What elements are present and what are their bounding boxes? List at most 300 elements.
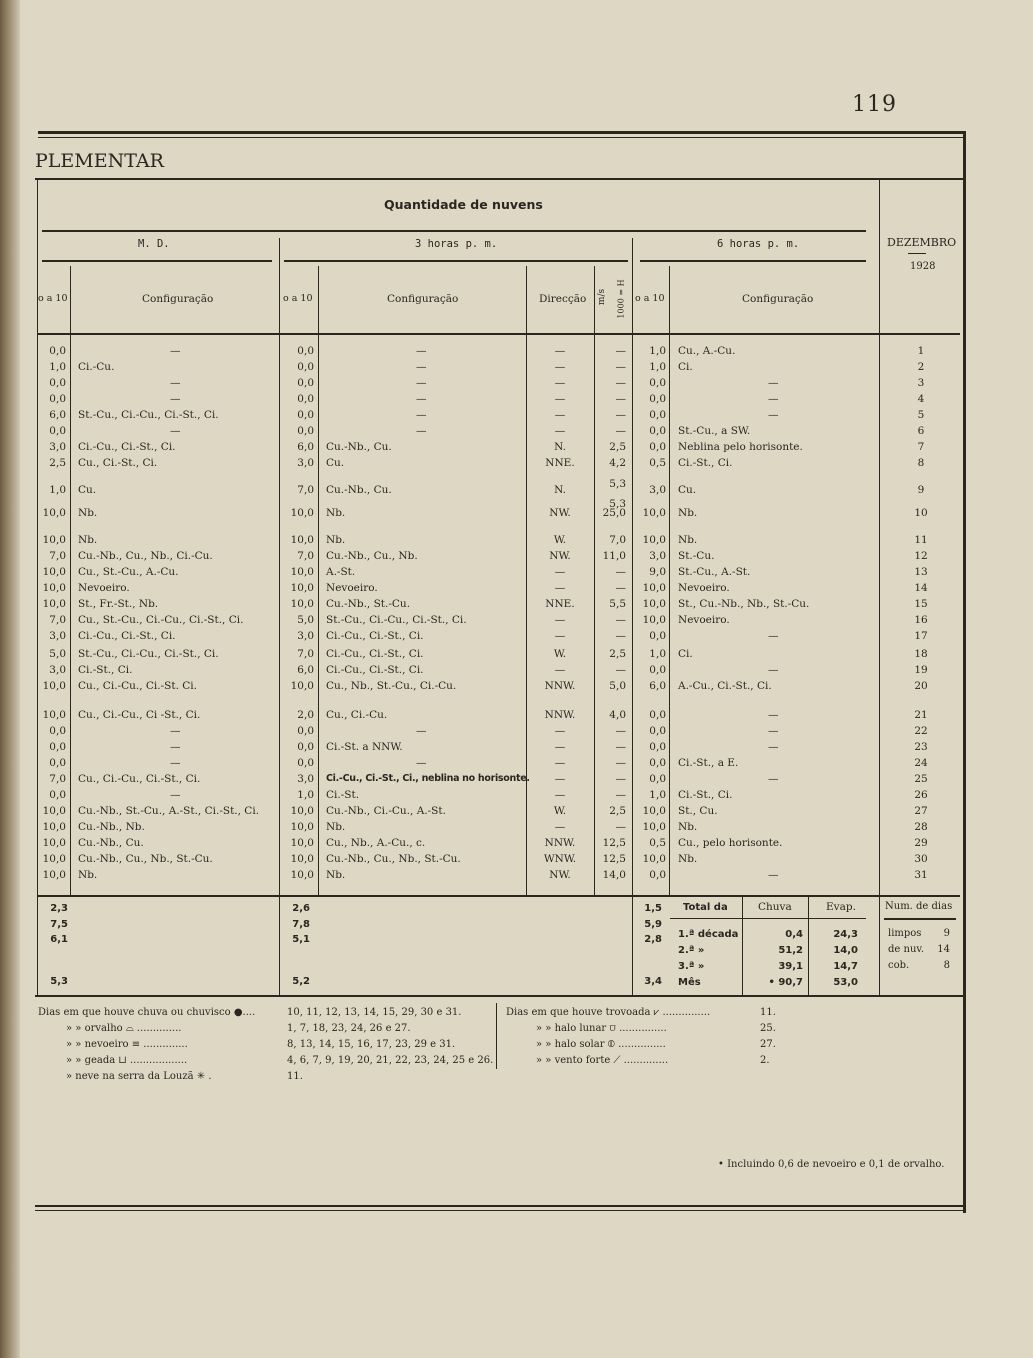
3h-configuration: Nb. bbox=[326, 821, 346, 833]
3h-direction: NNE. bbox=[545, 598, 575, 610]
table-row bbox=[0, 580, 1000, 596]
md-configuration: Ci.-Cu. bbox=[78, 361, 115, 373]
note-label: » » halo solar ⦶ ............... bbox=[536, 1039, 666, 1050]
3h-direction: N. bbox=[554, 441, 566, 453]
3h-direction: — bbox=[554, 664, 566, 676]
md-quantity: 2,5 bbox=[49, 457, 66, 469]
3h-configuration: Nb. bbox=[326, 507, 346, 519]
3h-configuration: Ci.-Cu., Ci.-St., Ci. bbox=[326, 630, 424, 642]
note-days: 2. bbox=[760, 1055, 770, 1066]
3h-quantity: 0,0 bbox=[297, 393, 314, 405]
6h-quantity: 9,0 bbox=[649, 566, 666, 578]
3h-direction: — bbox=[554, 393, 566, 405]
table-row bbox=[0, 612, 1000, 628]
6h-configuration: A.-Cu., Ci.-St., Ci. bbox=[678, 680, 772, 692]
3h-speed: 2,5 bbox=[609, 648, 626, 660]
3h-quantity: 10,0 bbox=[290, 805, 314, 817]
summary-3h-1: 2,6 bbox=[292, 903, 310, 914]
table-row bbox=[0, 739, 1000, 755]
group-6h: 6 horas p. m. bbox=[717, 238, 800, 250]
6h-configuration: Nevoeiro. bbox=[678, 582, 730, 594]
6h-configuration: St., Cu.-Nb., Nb., St.-Cu. bbox=[678, 598, 810, 610]
6h-configuration: — bbox=[768, 664, 779, 676]
6h-configuration: Ci. bbox=[678, 648, 693, 660]
6h-quantity: 0,5 bbox=[649, 457, 666, 469]
3h-speed: — bbox=[615, 425, 626, 437]
6h-configuration: — bbox=[768, 725, 779, 737]
6h-configuration: — bbox=[768, 869, 779, 881]
totals-rain: 0,4 bbox=[785, 929, 803, 940]
3h-configuration: Nb. bbox=[326, 869, 346, 881]
3h-direction: NW. bbox=[549, 869, 571, 881]
3h-configuration: — bbox=[416, 425, 427, 437]
totals-header-rain: Chuva bbox=[758, 901, 792, 913]
6h-quantity: 10,0 bbox=[642, 821, 666, 833]
table-row bbox=[0, 771, 1000, 787]
table-row bbox=[0, 548, 1000, 564]
summary-bottom-rule bbox=[35, 995, 963, 997]
day-number: 13 bbox=[914, 566, 928, 578]
6h-configuration: St.-Cu. bbox=[678, 550, 715, 562]
6h-quantity: 0,0 bbox=[649, 393, 666, 405]
3h-speed: 2,5 bbox=[609, 805, 626, 817]
3h-configuration: Ci.-Cu., Ci.-St., Ci. bbox=[326, 648, 424, 660]
day-number: 7 bbox=[917, 441, 925, 453]
3h-direction: N. bbox=[554, 484, 566, 496]
3h-configuration: Cu.-Nb., Cu. bbox=[326, 441, 392, 453]
3h-direction: NW. bbox=[549, 550, 571, 562]
md-quantity: 3,0 bbox=[49, 441, 66, 453]
note-label: » neve na serra da Louzã ✳ . bbox=[66, 1071, 212, 1082]
3h-quantity: 0,0 bbox=[297, 741, 314, 753]
note-label: » » halo lunar ⩌ ............... bbox=[536, 1023, 667, 1034]
day-number: 2 bbox=[917, 361, 925, 373]
6h-configuration: Ci.-St., Ci. bbox=[678, 457, 733, 469]
6h-configuration: Ci.-St., a E. bbox=[678, 757, 739, 769]
md-quantity: 10,0 bbox=[42, 709, 66, 721]
md-configuration: Cu., St.-Cu., Ci.-Cu., Ci.-St., Ci. bbox=[78, 614, 244, 626]
6h-configuration: Ci.-St., Ci. bbox=[678, 789, 733, 801]
top-rule-thin bbox=[38, 137, 966, 138]
3h-speed: 14,0 bbox=[602, 869, 626, 881]
3h-quantity: 6,0 bbox=[297, 441, 314, 453]
3h-configuration: — bbox=[416, 361, 427, 373]
6h-quantity: 1,0 bbox=[649, 345, 666, 357]
6h-quantity: 0,0 bbox=[649, 377, 666, 389]
3h-direction: NNW. bbox=[544, 709, 576, 721]
3h-direction: — bbox=[554, 757, 566, 769]
md-quantity: 0,0 bbox=[49, 789, 66, 801]
day-number: 16 bbox=[914, 614, 928, 626]
note-label: » » orvalho ⌓ .............. bbox=[66, 1023, 182, 1034]
3h-configuration: — bbox=[416, 345, 427, 357]
6h-configuration: Nb. bbox=[678, 853, 698, 865]
3h-configuration: Ci.-Cu., Ci.-St., Ci. bbox=[326, 664, 424, 676]
3h-configuration: Cu., Ci.-Cu. bbox=[326, 709, 388, 721]
totals-label: 3.ª » bbox=[678, 961, 705, 972]
md-quantity: 0,0 bbox=[49, 425, 66, 437]
3h-speed: 2,5 bbox=[609, 441, 626, 453]
6h-quantity: 0,0 bbox=[649, 773, 666, 785]
3h-configuration: Nb. bbox=[326, 534, 346, 546]
table-row bbox=[0, 596, 1000, 612]
6h-configuration: — bbox=[768, 741, 779, 753]
3h-direction: — bbox=[554, 821, 566, 833]
bottom-rule-thick bbox=[35, 1205, 963, 1207]
3h-direction: — bbox=[554, 614, 566, 626]
md-configuration: Cu., Ci.-Cu., Ci.-St., Ci. bbox=[78, 773, 201, 785]
6h-quantity: 0,0 bbox=[649, 409, 666, 421]
table-row bbox=[0, 851, 1000, 867]
table-row bbox=[0, 359, 1000, 375]
title-underline bbox=[42, 230, 866, 232]
md-configuration: — bbox=[170, 345, 181, 357]
note-days: 11. bbox=[287, 1071, 303, 1082]
table-row bbox=[0, 755, 1000, 771]
3h-direction: — bbox=[554, 582, 566, 594]
day-number: 18 bbox=[914, 648, 928, 660]
md-quantity: 5,0 bbox=[49, 648, 66, 660]
3h-direction: NW. bbox=[549, 507, 571, 519]
md-configuration: Cu.-Nb., Cu., Nb., St.-Cu. bbox=[78, 853, 213, 865]
table-row bbox=[0, 375, 1000, 391]
md-configuration: St., Fr.-St., Nb. bbox=[78, 598, 159, 610]
table-top-rule bbox=[35, 178, 963, 180]
3h-speed: — bbox=[615, 757, 626, 769]
6h-quantity: 0,0 bbox=[649, 441, 666, 453]
md-configuration: St.-Cu., Ci.-Cu., Ci.-St., Ci. bbox=[78, 648, 219, 660]
totals-header-evap: Evap. bbox=[826, 901, 856, 913]
table-row bbox=[0, 707, 1000, 723]
3h-quantity: 0,0 bbox=[297, 757, 314, 769]
table-row bbox=[0, 628, 1000, 644]
col-3h-qty: o a 10 bbox=[283, 293, 313, 304]
bottom-rule-thin bbox=[35, 1210, 963, 1211]
md-quantity: 0,0 bbox=[49, 377, 66, 389]
col-3h-config: Configuração bbox=[387, 293, 459, 305]
3h-speed: — bbox=[615, 345, 626, 357]
3h-quantity: 10,0 bbox=[290, 837, 314, 849]
md-quantity: 7,0 bbox=[49, 550, 66, 562]
totals-sep-2 bbox=[808, 896, 809, 995]
days-header-rule bbox=[884, 918, 956, 920]
col-6h-config: Configuração bbox=[742, 293, 814, 305]
md-configuration: Cu., Ci.-St., Ci. bbox=[78, 457, 158, 469]
3h-quantity: 0,0 bbox=[297, 409, 314, 421]
3h-direction: NNW. bbox=[544, 680, 576, 692]
summary-6h-4: 3,4 bbox=[644, 976, 662, 987]
notes-divider bbox=[496, 1003, 497, 1069]
3h-speed: — bbox=[615, 409, 626, 421]
col-speed bbox=[596, 270, 632, 326]
3h-configuration: — bbox=[416, 377, 427, 389]
6h-configuration: Nevoeiro. bbox=[678, 614, 730, 626]
3h-direction: — bbox=[554, 566, 566, 578]
day-number: 14 bbox=[914, 582, 928, 594]
3h-configuration: Ci.-St. bbox=[326, 789, 360, 801]
totals-evap: 53,0 bbox=[833, 977, 858, 988]
day-number: 4 bbox=[917, 393, 925, 405]
3h-configuration: Ci.-Cu., Ci.-St., Ci., neblina no horisonte. bbox=[326, 773, 530, 784]
3h-configuration: A.-St. bbox=[326, 566, 356, 578]
3h-speed: 4,2 bbox=[609, 457, 626, 469]
3h-configuration: Cu.-Nb., St.-Cu. bbox=[326, 598, 411, 610]
3h-configuration: — bbox=[416, 725, 427, 737]
summary-6h-1: 1,5 bbox=[644, 903, 662, 914]
day-number: 5 bbox=[917, 409, 925, 421]
totals-rain: 51,2 bbox=[778, 945, 803, 956]
col-speed-unit: m/s bbox=[597, 288, 608, 306]
md-quantity: 10,0 bbox=[42, 869, 66, 881]
days-label: limpos bbox=[888, 928, 922, 939]
3h-quantity: 10,0 bbox=[290, 821, 314, 833]
note-days: 11. bbox=[760, 1007, 776, 1018]
3h-speed: — bbox=[615, 393, 626, 405]
table-row bbox=[0, 803, 1000, 819]
days-label: cob. bbox=[888, 960, 910, 971]
note-label: » » nevoeiro ≡ .............. bbox=[66, 1039, 188, 1050]
day-number: 17 bbox=[914, 630, 928, 642]
3h-direction: — bbox=[554, 345, 566, 357]
day-number: 31 bbox=[914, 869, 928, 881]
3h-quantity: 10,0 bbox=[290, 534, 314, 546]
md-configuration: — bbox=[170, 741, 181, 753]
day-number: 6 bbox=[917, 425, 925, 437]
3h-speed: 25,0 bbox=[602, 507, 626, 519]
table-row bbox=[0, 343, 1000, 359]
day-number: 22 bbox=[914, 725, 928, 737]
day-number: 30 bbox=[914, 853, 928, 865]
md-configuration: St.-Cu., Ci.-Cu., Ci.-St., Ci. bbox=[78, 409, 219, 421]
3h-speed: — bbox=[615, 773, 626, 785]
3h-speed: 4,0 bbox=[609, 709, 626, 721]
6h-configuration: — bbox=[768, 773, 779, 785]
md-configuration: Ci.-Cu., Ci.-St., Ci. bbox=[78, 441, 176, 453]
totals-rain: 39,1 bbox=[778, 961, 803, 972]
md-quantity: 10,0 bbox=[42, 582, 66, 594]
table-row bbox=[0, 391, 1000, 407]
table-row bbox=[0, 455, 1000, 471]
3h-speed: — bbox=[615, 821, 626, 833]
totals-header-rule bbox=[670, 918, 866, 919]
year-label: 1928 bbox=[910, 261, 936, 272]
table-row bbox=[0, 505, 1000, 521]
note-label: » » geada ⊔ .................. bbox=[66, 1055, 188, 1066]
note-label: » » vento forte ⟋ .............. bbox=[536, 1055, 669, 1066]
day-number: 1 bbox=[917, 345, 925, 357]
6h-configuration: St.-Cu., A.-St. bbox=[678, 566, 751, 578]
6h-quantity: 10,0 bbox=[642, 853, 666, 865]
3h-speed: 5,3 bbox=[609, 478, 626, 490]
day-number: 25 bbox=[914, 773, 928, 785]
6h-quantity: 0,0 bbox=[649, 630, 666, 642]
summary-md-1: 2,3 bbox=[50, 903, 68, 914]
3h-direction: — bbox=[554, 630, 566, 642]
day-number: 20 bbox=[914, 680, 928, 692]
3h-quantity: 5,0 bbox=[297, 614, 314, 626]
3h-quantity: 0,0 bbox=[297, 345, 314, 357]
table-row bbox=[0, 819, 1000, 835]
6h-configuration: — bbox=[768, 409, 779, 421]
3h-direction: — bbox=[554, 361, 566, 373]
6h-configuration: St.-Cu., a SW. bbox=[678, 425, 751, 437]
days-value: 8 bbox=[943, 960, 950, 971]
summary-3h-4: 5,2 bbox=[292, 976, 310, 987]
3h-quantity: 7,0 bbox=[297, 484, 314, 496]
3h-speed: — bbox=[615, 789, 626, 801]
3h-quantity: 7,0 bbox=[297, 648, 314, 660]
md-configuration: Cu., St.-Cu., A.-Cu. bbox=[78, 566, 179, 578]
day-number: 9 bbox=[917, 484, 925, 496]
3h-speed: 12,5 bbox=[602, 853, 626, 865]
3h-direction: NNE. bbox=[545, 457, 575, 469]
md-configuration: Ci.-St., Ci. bbox=[78, 664, 133, 676]
3h-quantity: 3,0 bbox=[297, 630, 314, 642]
3h-quantity: 0,0 bbox=[297, 361, 314, 373]
col-direction: Direcção bbox=[539, 293, 587, 305]
table-row bbox=[0, 835, 1000, 851]
3h-direction: WNW. bbox=[543, 853, 577, 865]
6h-quantity: 3,0 bbox=[649, 484, 666, 496]
md-quantity: 7,0 bbox=[49, 614, 66, 626]
3h-quantity: 10,0 bbox=[290, 680, 314, 692]
md-quantity: 3,0 bbox=[49, 664, 66, 676]
col-6h-qty: o a 10 bbox=[635, 293, 665, 304]
section-title: PLEMENTAR bbox=[35, 150, 164, 172]
3h-configuration: Ci.-St. a NNW. bbox=[326, 741, 403, 753]
col-speed-scale: 1000 = H bbox=[616, 279, 626, 319]
md-configuration: — bbox=[170, 425, 181, 437]
md-quantity: 10,0 bbox=[42, 534, 66, 546]
summary-6h-3: 2,8 bbox=[644, 934, 662, 945]
6h-quantity: 10,0 bbox=[642, 598, 666, 610]
6h-quantity: 0,0 bbox=[649, 757, 666, 769]
day-number: 10 bbox=[914, 507, 928, 519]
6h-configuration: Ci. bbox=[678, 361, 693, 373]
main-title: Quantidade de nuvens bbox=[384, 197, 543, 212]
6h-quantity: 6,0 bbox=[649, 680, 666, 692]
3h-direction: — bbox=[554, 773, 566, 785]
3h-quantity: 10,0 bbox=[290, 582, 314, 594]
md-configuration: Nevoeiro. bbox=[78, 582, 130, 594]
summary-3h-2: 7,8 bbox=[292, 919, 310, 930]
totals-sep-1 bbox=[742, 896, 743, 995]
note-days: 8, 13, 14, 15, 16, 17, 23, 29 e 31. bbox=[287, 1039, 456, 1050]
note-label: Dias em que houve trovoada ⩗ ............... bbox=[506, 1007, 711, 1018]
6h-quantity: 10,0 bbox=[642, 805, 666, 817]
md-quantity: 1,0 bbox=[49, 361, 66, 373]
3h-configuration: Cu., Nb., A.-Cu., c. bbox=[326, 837, 426, 849]
md-configuration: Cu.-Nb., St.-Cu., A.-St., Ci.-St., Ci. bbox=[78, 805, 260, 817]
top-rule bbox=[38, 131, 966, 134]
day-number: 26 bbox=[914, 789, 928, 801]
table-row bbox=[0, 423, 1000, 439]
note-days: 27. bbox=[760, 1039, 776, 1050]
month-label: DEZEMBRO bbox=[887, 236, 957, 249]
3h-speed: — bbox=[615, 566, 626, 578]
6h-quantity: 3,0 bbox=[649, 550, 666, 562]
6h-configuration: Cu. bbox=[678, 484, 697, 496]
6h-quantity: 10,0 bbox=[642, 507, 666, 519]
note-days: 1, 7, 18, 23, 24, 26 e 27. bbox=[287, 1023, 411, 1034]
table-row bbox=[0, 646, 1000, 662]
3h-direction: — bbox=[554, 789, 566, 801]
3h-quantity: 1,0 bbox=[297, 789, 314, 801]
3h-direction: — bbox=[554, 377, 566, 389]
3h-direction: — bbox=[554, 425, 566, 437]
md-configuration: Cu.-Nb., Cu. bbox=[78, 837, 144, 849]
6h-quantity: 1,0 bbox=[649, 789, 666, 801]
3h-speed: 5,0 bbox=[609, 680, 626, 692]
3h-configuration: — bbox=[416, 393, 427, 405]
md-quantity: 7,0 bbox=[49, 773, 66, 785]
3h-quantity: 0,0 bbox=[297, 725, 314, 737]
summary-md-2: 7,5 bbox=[50, 919, 68, 930]
6h-quantity: 0,0 bbox=[649, 725, 666, 737]
md-quantity: 10,0 bbox=[42, 566, 66, 578]
day-number: 15 bbox=[914, 598, 928, 610]
3h-speed: — bbox=[615, 630, 626, 642]
3h-direction: W. bbox=[553, 534, 567, 546]
3h-configuration: St.-Cu., Ci.-Cu., Ci.-St., Ci. bbox=[326, 614, 467, 626]
group-3h: 3 horas p. m. bbox=[415, 238, 498, 250]
3h-configuration: Cu.-Nb., Cu., Nb., St.-Cu. bbox=[326, 853, 461, 865]
md-quantity: 0,0 bbox=[49, 345, 66, 357]
3h-speed: — bbox=[615, 614, 626, 626]
md-quantity: 10,0 bbox=[42, 598, 66, 610]
totals-evap: 14,0 bbox=[833, 945, 858, 956]
md-configuration: Cu.-Nb., Nb. bbox=[78, 821, 145, 833]
day-number: 3 bbox=[917, 377, 925, 389]
day-number: 12 bbox=[914, 550, 928, 562]
3h-quantity: 7,0 bbox=[297, 550, 314, 562]
md-quantity: 10,0 bbox=[42, 821, 66, 833]
md-configuration: — bbox=[170, 725, 181, 737]
3h-speed: — bbox=[615, 377, 626, 389]
md-configuration: — bbox=[170, 789, 181, 801]
day-number: 28 bbox=[914, 821, 928, 833]
page-number: 119 bbox=[852, 92, 897, 117]
3h-speed: — bbox=[615, 741, 626, 753]
3h-configuration: Cu., Nb., St.-Cu., Ci.-Cu. bbox=[326, 680, 457, 692]
days-label: de nuv. bbox=[888, 944, 925, 955]
table-row bbox=[0, 678, 1000, 694]
group-3h-rule bbox=[284, 260, 628, 262]
3h-configuration: Cu.-Nb., Ci.-Cu., A.-St. bbox=[326, 805, 446, 817]
6h-quantity: 0,0 bbox=[649, 709, 666, 721]
totals-evap: 14,7 bbox=[833, 961, 858, 972]
3h-direction: — bbox=[554, 409, 566, 421]
6h-quantity: 10,0 bbox=[642, 582, 666, 594]
3h-quantity: 6,0 bbox=[297, 664, 314, 676]
md-configuration: Cu.-Nb., Cu., Nb., Ci.-Cu. bbox=[78, 550, 213, 562]
table-row bbox=[0, 478, 1000, 510]
3h-quantity: 0,0 bbox=[297, 425, 314, 437]
group-md-rule bbox=[42, 260, 272, 262]
col-md-config: Configuração bbox=[142, 293, 214, 305]
days-value: 9 bbox=[943, 928, 950, 939]
6h-quantity: 10,0 bbox=[642, 614, 666, 626]
note-days: 4, 6, 7, 9, 19, 20, 21, 22, 23, 24, 25 e 26. bbox=[287, 1055, 494, 1066]
table-row bbox=[0, 407, 1000, 423]
6h-configuration: — bbox=[768, 630, 779, 642]
summary-md-4: 5,3 bbox=[50, 976, 68, 987]
3h-direction: W. bbox=[553, 648, 567, 660]
3h-direction: W. bbox=[553, 805, 567, 817]
3h-quantity: 10,0 bbox=[290, 598, 314, 610]
table-row bbox=[0, 867, 1000, 883]
day-number: 23 bbox=[914, 741, 928, 753]
